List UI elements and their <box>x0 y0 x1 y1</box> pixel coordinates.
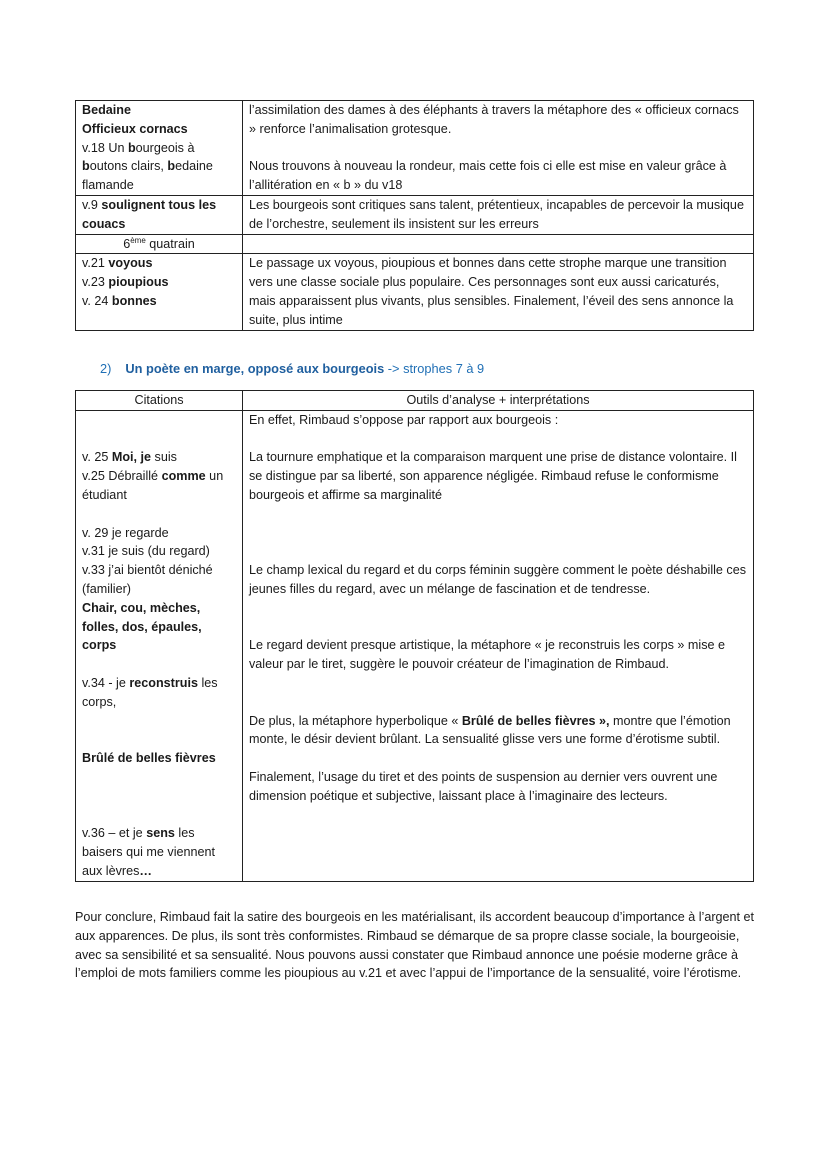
citation-bold: soulignent tous les couacs <box>82 197 217 231</box>
analysis-text: De plus, la métaphore hyperbolique « Brûlé de belles fièvres », montre que l’émotion monte, le désir devient brûlant. La sensualité glisse vers une forme d’érotisme subtil. <box>249 713 731 747</box>
quatrain-number: 6 <box>123 236 131 251</box>
table-header-row <box>76 391 754 411</box>
section-suffix: -> strophes 7 à 9 <box>384 361 485 376</box>
section-number: 2) <box>100 361 112 376</box>
analysis-text: En effet, Rimbaud s’oppose par rapport aux bourgeois : <box>249 412 559 427</box>
table-row <box>76 410 754 881</box>
citation-text: v.31 je suis (du regard) <box>82 544 210 559</box>
citation-text: Bedaine <box>82 103 131 117</box>
table-row <box>76 101 754 196</box>
analysis-cell <box>243 234 754 254</box>
citation-cell <box>76 410 243 881</box>
table-row <box>76 195 754 234</box>
table-row <box>76 234 754 254</box>
citation-text: v.36 – et je sens les baisers qui me viennent aux lèvres… <box>82 826 216 878</box>
analysis-text: l’assimilation des dames à des éléphants à travers la métaphore des « officieux cornacs » renforce l’animalisation grotesque. <box>249 103 739 136</box>
analysis-cell <box>243 410 754 881</box>
citation-text: v. 25 Moi, je suis <box>82 450 177 465</box>
citation-bold: pioupious <box>108 275 169 290</box>
citation-text: v.23 <box>82 275 109 290</box>
citation-cell <box>76 195 243 234</box>
citation-text: v.18 Un bourgeois à boutons clairs, bedaine flamande <box>82 140 213 193</box>
analysis-cell: Les bourgeois sont critiques sans talent, prétentieux, incapables de percevoir la musique de l’orchestre, seulement ils insistent sur les erreurs <box>243 195 754 234</box>
citation-text: v. 29 je regarde <box>82 525 169 540</box>
citation-text: v. 24 <box>82 293 112 308</box>
table-row <box>76 254 754 330</box>
section-heading <box>100 360 484 379</box>
analysis-cell <box>243 101 754 196</box>
conclusion-paragraph: Pour conclure, Rimbaud fait la satire des bourgeois en les matérialisant, ils accordent beaucoup d’importance à l’argent et aux apparences. De plus, ils sont très conformistes. Rimbaud se démarque de sa propre classe sociale, la bourgeoisie, avec sa sensibilité et sa sensualité. Nous pouvons aussi constater que Rimbaud annonce une poésie moderne grâce à l’emploi de mots familiers comme les pioupious au v.21 et avec l’appui de l’importance de la sensualité, voire l’érotisme. <box>75 910 755 981</box>
column-header-analysis: Outils d’analyse + interprétations <box>243 391 754 411</box>
section-title: Un poète en marge, opposé aux bourgeois <box>125 361 385 376</box>
analysis-text: La tournure emphatique et la comparaison marquent une prise de distance volontaire. Il se distingue par sa liberté, son apparence négligée. Rimbaud refuse le conformisme bourgeois et affirme sa marginalité <box>249 450 737 502</box>
citation-text: v.21 <box>82 256 109 271</box>
analysis-table-continued <box>75 100 754 331</box>
citation-bold: bonnes <box>111 293 157 308</box>
column-header-citations: Citations <box>76 391 243 411</box>
citation-cell <box>76 254 243 330</box>
citation-text: v.9 <box>82 197 102 212</box>
quatrain-text: quatrain <box>145 236 195 251</box>
analysis-text: Finalement, l’usage du tiret et des points de suspension au dernier vers ouvrent une dimension poétique et subjective, laissant place à l’imaginaire des lecteurs. <box>249 769 718 803</box>
citation-text: v.33 j’ai bientôt déniché (familier) <box>82 563 213 596</box>
citation-text: Officieux cornacs <box>82 121 188 136</box>
quatrain-sup: ème <box>130 235 146 245</box>
citation-text: v.34 - je reconstruis les corps, <box>82 675 218 709</box>
quatrain-label <box>76 234 243 254</box>
analysis-text: Le champ lexical du regard et du corps féminin suggère comment le poète déshabille ces jeunes filles du regard, avec un mélange de fascination et de tendresse. <box>249 563 747 596</box>
citation-bold: Chair, cou, mèches, folles, dos, épaules, corps <box>82 600 202 653</box>
citation-bold: Brûlé de belles fièvres <box>82 751 216 766</box>
analysis-cell: Le passage ux voyous, pioupious et bonnes dans cette strophe marque une transition vers une classe sociale plus populaire. Ces personnages sont eux aussi caricaturés, mais apparaissent plus vivants, plus sensibles. Finalement, l’éveil des sens annonce la suite, plus intime <box>243 254 754 330</box>
citation-bold: voyous <box>108 256 153 271</box>
citation-cell <box>76 101 243 196</box>
citation-text: v.25 Débraillé comme un étudiant <box>82 469 224 502</box>
analysis-text: Le regard devient presque artistique, la métaphore « je reconstruis les corps » mise e valeur par le tiret, suggère le pouvoir créateur de l’imagination de Rimbaud. <box>249 638 726 672</box>
analysis-table <box>75 390 754 882</box>
analysis-text: Nous trouvons à nouveau la rondeur, mais cette fois ci elle est mise en valeur grâce à l’allitération en « b » du v18 <box>249 159 727 193</box>
